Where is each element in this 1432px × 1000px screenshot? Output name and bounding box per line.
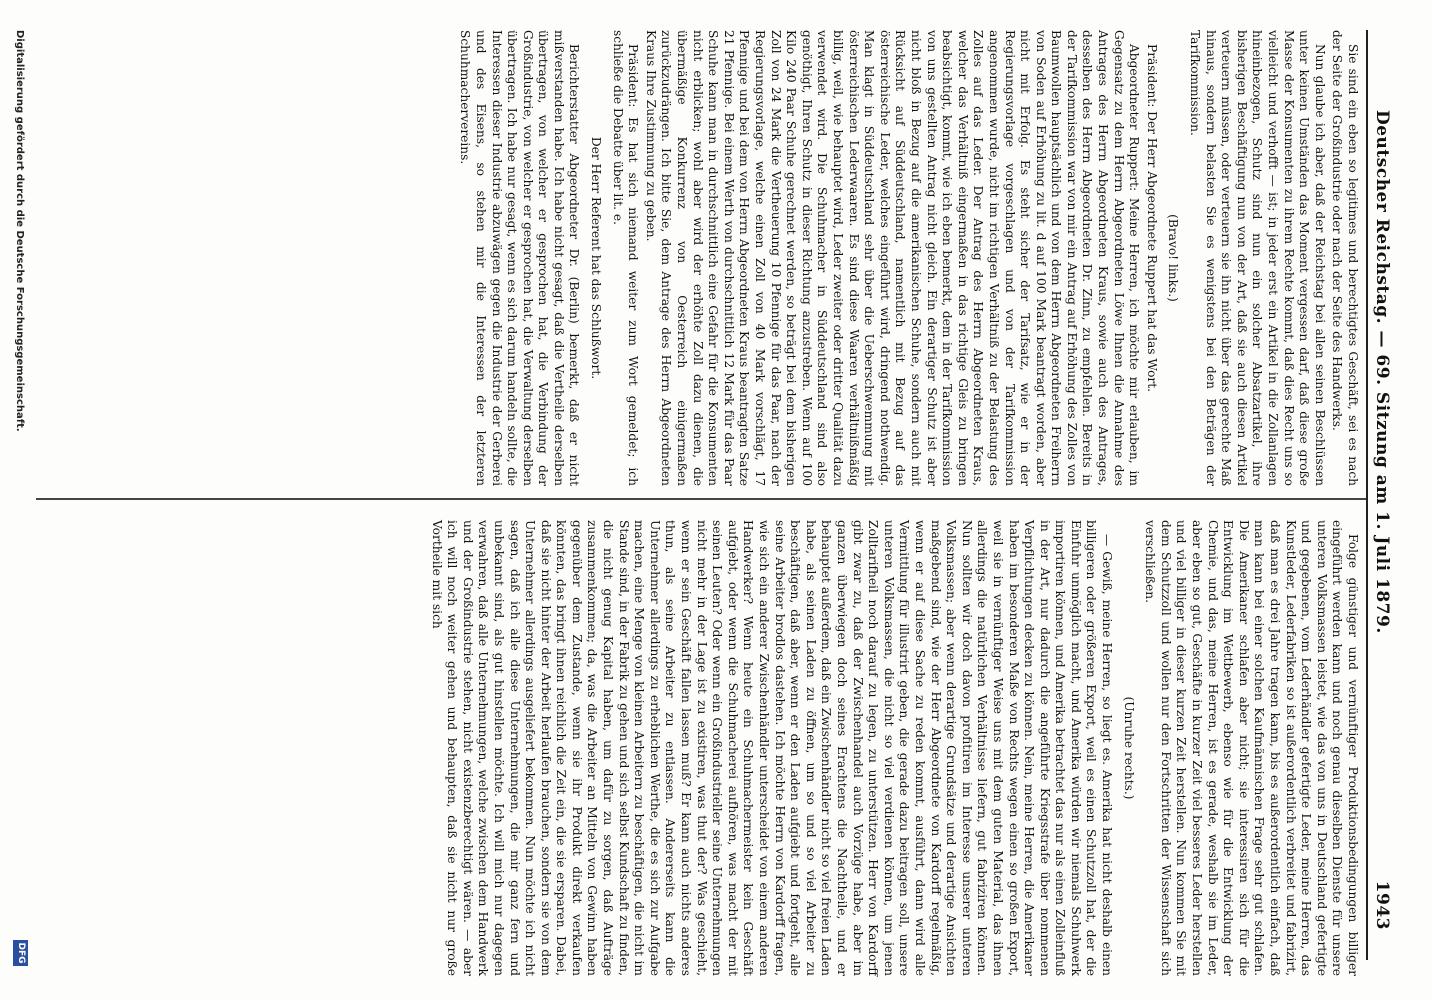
interjection: (Unruhe rechts.) [1121,696,1136,800]
paragraph: Berichterstatter Abgeordneter Dr. (Berlin) bemerkt, daß er nicht mißverstanden habe. Ich habe nicht gesagt, daß die Vertheile derselben übertragen, von welcher er gesprochen hat, die Verbindung der Großindustrie, von welcher er gesprochen hat, die Verwaltung derselben übertragen. Ich habe nur gesagt, wenn es sich darum handeln sollte, die Interessen dieser Industrie abzuwägen gegen die Industrie der Gerberei und des Eisens, so stehen mir die Interessen der letzteren Schuhmachervereins. [458,30,582,486]
interjection: (Bravo! links.) [1166,214,1181,302]
column-left [455,30,1360,486]
column-divider [36,498,1366,500]
column-right [426,520,1360,976]
paragraph: Nun glaube ich aber, daß der Reichstag bei allen seinen Beschlüssen unter keinen Umständen das Moment vergessen darf, daß diese große Masse der Konsumenten zu ihrem Rechte kommt, daß dies Recht uns so vielleicht und verhofft — ist; in jeder erst ein Artikel in die Zollanlagen hineinbezogen, Schutz sind nun ein solcher Absatzartikel, ihre bisherigen Beschäftigung nun von der Art, daß sie auch diesen Artikel verteuern müssen, oder verteuern sie ihn nicht über das gerechte Maß hinaus, sondern belasten Sie es wenigstens bei den Beträgen der Tarifkommission. [1188,30,1327,486]
paragraph: Präsident: Der Herr Abgeordnete Ruppert hat das Wort. [1144,44,1159,393]
digitization-credit [0,0,38,1000]
paragraph: Abgeordneter Ruppert: Meine Herren, ich möchte mir erlauben, im Gegensatz zu dem Herrn Abgeordneten Löwe Ihnen die Annahme des Antrages des Herrn Abgeordneten Kraus, sowie auch des Antrages, desselben des Herrn Abgeordneten Dr. Zinn, zu empfehlen. Bereits in der Tarifkommission war von mir ein Antrag auf Erhöhung des Zolles von Baumwollen hauptsächlich und von dem Herrn Abgeordneten Freiherrn von Soden auf Erhöhung zu lit. d auf 100 Mark beantragt worden, aber nicht mit Erfolg. Es steht sicher der Tarifsatz, wie er in der Regierungsvorlage vorgeschlagen und von der Tarifkommission angenommen wurde, nicht im richtigen Verhältniß zu der Belastung des Zolles auf das Leder. Der Antrag des Herrn Abgeordneten Kraus, welcher das Verhältniß eingermaßen in das richtige Gleis zu bringen beabsichtigt, kommt, wie ich eben bemerkt, dem in der Tarifkommission von uns gestellten Antrag nicht gleich. Ein derartiger Schutz ist aber nicht bloß in Bezug auf die amerikanischen Schuhe, sondern auch mit Rücksicht auf Süddeutschland, namentlich mit Bezug auf das österreichische Leder, welches eingeführt wird, dringend nothwendig. Man klagt in Süddeutschland sehr über die Ueberschwemmung mit österreichischen Lederwaaren. Es sind diese Waaren verhältnißmäßig billig, weil, wie behauptet wird, Leder zweiter oder dritter Qualität dazu verwendet wird. Die Schuhmacher in Süddeutschland sind also genöthigt, Ihren Schutz in dieser Richtung anzustreben. Wenn auf 100 Kilo 240 Paar Schuhe gerechnet werden, so beträgt bei dem bisherigen Zoll von 24 Mark die Vertheuerung 10 Pfennige für das Paar, nach der Regierungsvorlage, welche einen Zoll von 40 Mark vorschlägt, 17 Pfennige und bei dem von Herrn Abgeordneten Kraus beantragten Satze 21 Pfennige. Bei einem Werth von durchschnittlich 12 Mark für das Paar Schuhe kann man in durchschnittlich eine Gefahr für die Konsumenten nicht erblicken; wohl aber wird der erhöhte Zoll dazu dienen, die übermäßige Konkurrenz von Oesterreich einigermaßen zurückzudrängen. Ich bitte Sie, dem Antrage des Herrn Abgeordneten Kraus Ihre Zustimmung zu geben. [643,30,1142,486]
credit-text: Digitalisierung gefördert durch die Deutsche Forschungsgemeinschaft. [14,30,25,432]
paragraph: Der Herr Referent hat das Schlußwort. [589,136,604,380]
page-number: 1943 [1372,880,1392,930]
header-title: Deutscher Reichstag. — 69. Sitzung am 1. Juli 1879. [1372,110,1392,634]
dfg-logo: DFG [13,940,28,966]
page-header [1366,30,1398,960]
paragraph: Folge günstiger und vernünftiger Produktionsbedingungen billiger eingeführt werden kann und noch genau dieselben Dienste für unsere unteren Volksmassen leistet, wie das von uns in Deutschland gefertigte und gegebenen, vom Lederhändler gefertigte Leder, meine Herren, das Kunstleder, Lederfabriken so ist außerordentlich verbreitet und fabrizirt, daß man es drei Jahre tragen kann, bis es außerordentlich einfach, daß man kann bei einer solchen Kaufmännischen Frage sehr gut schlafen. Die Amerikaner schlafen aber nicht; sie interessiren sich für die Entwicklung im Wettbewerb, ebenso wie für die Entwicklung der Chemie, und das, meine Herren, ist es gerade, weshalb sie im Leder, aber eben so gut, Geschäfte in kurzer Zeit viel besseres Leder herstellen und viel billiger in dieser kurzen Zeit herstellen. Nun kommen Sie mit dem Schutzzoll und wollen nur den Fortschritten der Wissenschaft sich verschließen. [1143,520,1360,976]
paragraph: — Gewiß, meine Herren, so liegt es. Amerika hat nicht deshalb einen billigeren oder größeren Export, weil es einen Schutzzoll hat, der die Einfuhr unmöglich macht, und Amerika würden wir niemals Schuhwerk importiren können, und Amerika betrachtet das nur als einen Zolleinfluß in der Art, nur dadurch die angeführte Kriegsstrafe über nommenen Verpflichtungen decken zu können. Nein, meine Herren, die Amerikaner haben im besonderen Maße von Rechts wegen einen so großen Export, weil sie in vernünftiger Weise uns mit dem guten Material, das ihnen allerdings die natürlichen Verhältnisse liefern, gut fabriziren können. Nun sollten wir doch davon profitiren im Interesse unserer unteren Volksmassen; aber wenn derartige Grundsätze und derartige Ansichten maßgebend sind, wie der Herr Abgeordnete von Kardorff regelmäßig, wenn er auf diese Sache zu reden kommt, ausführt, dann wird alle Vermittlung für illustrirt geben, die gerade dazu beitragen soll, unsere unteren Volksmassen, die nicht so viel verdienen können, um jenen Zolltarifheil noch darauf zu legen, zu unterstützen. Herr von Kardorff gibt zwar zu, daß der Zwischenhandel auch Vorzüge habe, aber im ganzen überwiegen doch seines Erachtens die Nachtheile, und er behauptet außerdem, daß ein Zwischenhändler nicht so viel freien Laden habe, als seinen Laden zu öffnen, um so und so viel Arbeiter zu beschäftigen, daß aber, wenn er den Laden aufgiebt und fortgeht, alle seine Arbeiter brodlos dastehen. Ich möchte Herrn von Kardorff fragen, wie sich ein anderer Zwischenhändler unterscheidet von einem anderen Handwerker? Wenn heute ein Schuhmachermeister kein Geschäft aufgiebt, oder wenn die Schuhmacherei aufhören, was macht der mit seinen Leuten? Oder wenn ein Großindustrieller seine Unternehmungen nicht mehr in der Lage ist zu existiren, was thut der? Was geschieht, wenn er sein Geschäft fallen lassen muß? Er kann auch nichts anderes thun, als seine Arbeiter zu entlassen. Andererseits kann die Unternehmer allerdings zu erheblichen Werthe, die es sich zur Aufgabe machen, eine Menge von kleinen Arbeitern zu beschäftigen, die nicht im Stande sind, in der Fabrik zu gehen und sich selbst Kundschaft zu finden, die nicht genug Kapital haben, um dafür zu sorgen, daß Aufträge zusammenkommen; da, was die Arbeiter an Mitteln von Gewinn haben gegenüber dem Zustande, wenn sie ihr Produkt direkt verkaufen könnten, das bringt ihnen reichlich die Zeit ein, die sie ersparen. Dabei, daß sie nicht hinter der Arbeit herlaufen brauchen, sondern sie von dem Unternehmer allerdings ausgeliefert bekommen. Nun möchte ich nicht sagen, daß ich alle diese Unternehmungen, die mir ganz fern und unbekannt sind, als gut hinstellen möchte. Ich will mich nur dagegen verwahren, daß alle Unternehmungen, welche zwischen dem Handwerk und der Großindustrie stehen, nicht existenzberechtigt wären. — aber ich will noch weiter gehen und behaupten, daß sie nicht nur große Vortheile mit sich [429,520,1115,976]
paragraph: Präsident: Es hat sich niemand weiter zum Wort gemeldet; ich schließe die Debatte über lit. e. [610,30,641,486]
paragraph: Sie sind ein eben so legitimes und berechtigtes Geschäft, sei es nach der Seite der Großindustrie oder nach der Seite des Handwerks. [1330,30,1360,486]
